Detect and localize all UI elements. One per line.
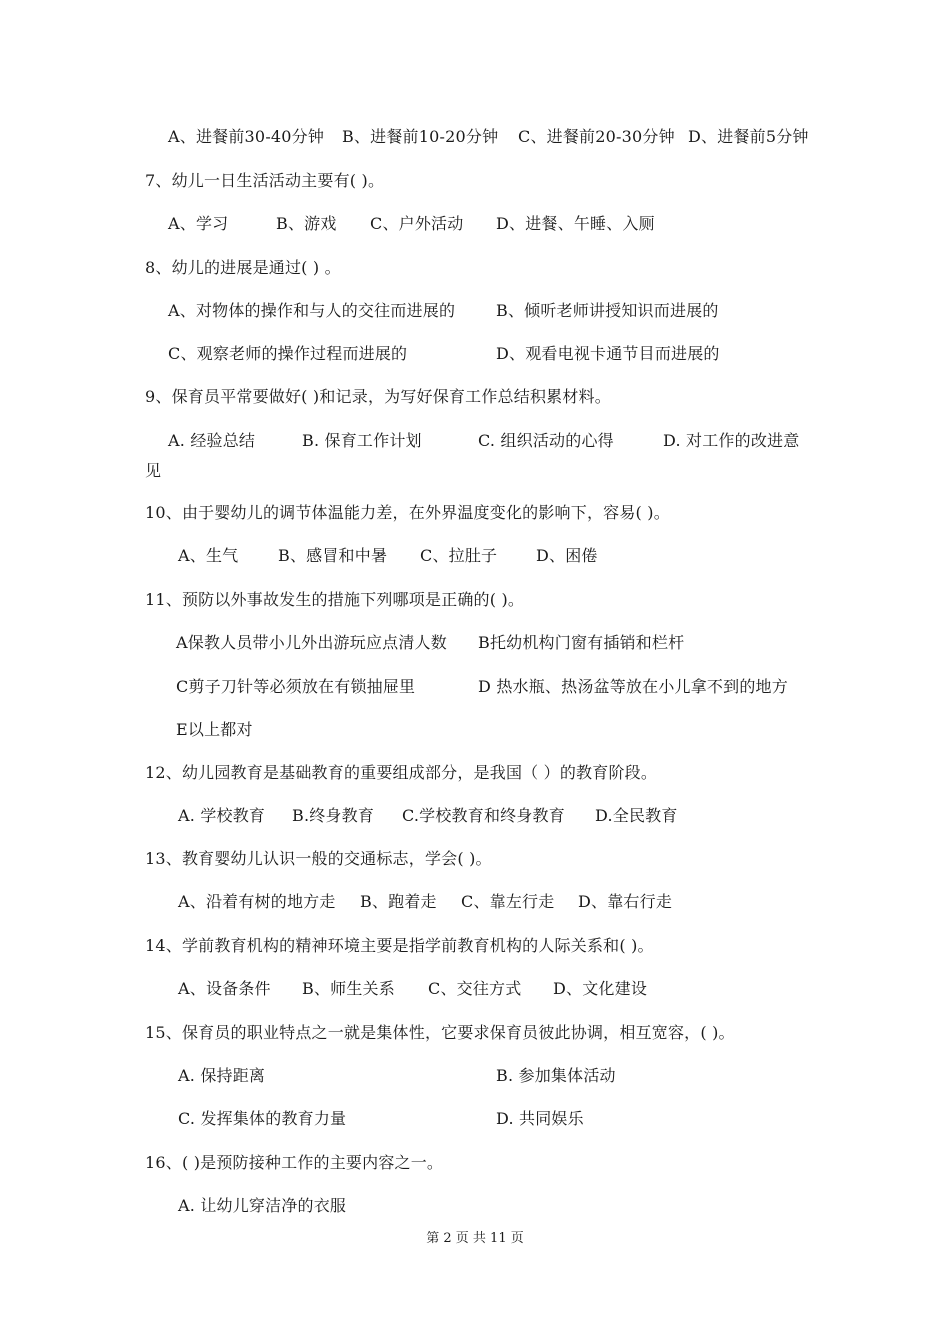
question-8: 8、幼儿的进展是通过( ) 。 <box>145 258 341 277</box>
q14-option-c: C、交往方式 <box>428 979 522 998</box>
question-7: 7、幼儿一日生活活动主要有( )。 <box>145 171 385 190</box>
q13-option-a: A、沿着有树的地方走 <box>178 892 336 911</box>
q11-option-e: E以上都对 <box>176 720 253 739</box>
q10-option-c: C、拉肚子 <box>420 546 498 565</box>
q13-option-c: C、靠左行走 <box>461 892 555 911</box>
question-9: 9、保育员平常要做好( )和记录，为写好保育工作总结积累材料。 <box>145 387 611 406</box>
q8-option-b: B、倾听老师讲授知识而进展的 <box>496 301 719 320</box>
q14-option-a: A、设备条件 <box>178 979 271 998</box>
q10-option-a: A、生气 <box>178 546 239 565</box>
q12-option-b: B.终身教育 <box>292 806 375 825</box>
q15-option-d: D. 共同娱乐 <box>496 1109 584 1128</box>
q7-option-d: D、进餐、午睡、入厕 <box>496 214 655 233</box>
q16-option-a: A. 让幼儿穿洁净的衣服 <box>178 1196 347 1215</box>
q10-option-b: B、感冒和中暑 <box>278 546 388 565</box>
q7-option-c: C、户外活动 <box>370 214 464 233</box>
q6-option-b: B、进餐前10-20分钟 <box>342 127 499 146</box>
q9-option-c: C. 组织活动的心得 <box>478 431 614 450</box>
question-12: 12、幼儿园教育是基础教育的重要组成部分，是我国（ ）的教育阶段。 <box>145 763 658 782</box>
question-15: 15、保育员的职业特点之一就是集体性，它要求保育员彼此协调，相互宽容，( )。 <box>145 1023 735 1042</box>
q15-option-b: B. 参加集体活动 <box>496 1066 616 1085</box>
q9-option-d: D. 对工作的改进意 <box>663 431 800 450</box>
question-13: 13、教育婴幼儿认识一般的交通标志，学会( )。 <box>145 849 492 868</box>
q15-option-c: C. 发挥集体的教育力量 <box>178 1109 347 1128</box>
q12-option-d: D.全民教育 <box>595 806 678 825</box>
question-11: 11、预防以外事故发生的措施下列哪项是正确的( )。 <box>145 590 525 609</box>
q6-option-a: A、进餐前30-40分钟 <box>168 127 325 146</box>
q8-option-d: D、观看电视卡通节目而进展的 <box>496 344 720 363</box>
q9-option-b: B. 保育工作计划 <box>302 431 422 450</box>
q13-option-d: D、靠右行走 <box>578 892 673 911</box>
question-16: 16、( )是预防接种工作的主要内容之一。 <box>145 1153 444 1172</box>
q6-option-d: D、进餐前5分钟 <box>688 127 809 146</box>
q15-option-a: A. 保持距离 <box>178 1066 266 1085</box>
q10-option-d: D、困倦 <box>536 546 598 565</box>
q6-option-c: C、进餐前20-30分钟 <box>518 127 675 146</box>
q13-option-b: B、跑着走 <box>360 892 437 911</box>
q11-option-a: A保教人员带小儿外出游玩应点清人数 <box>176 633 447 652</box>
q8-option-c: C、观察老师的操作过程而进展的 <box>168 344 408 363</box>
question-10: 10、由于婴幼儿的调节体温能力差，在外界温度变化的影响下，容易( )。 <box>145 503 670 522</box>
q8-option-a: A、对物体的操作和与人的交往而进展的 <box>168 301 456 320</box>
q11-option-d: D 热水瓶、热汤盆等放在小儿拿不到的地方 <box>478 677 788 696</box>
page-footer: 第 2 页 共 11 页 <box>426 1231 524 1246</box>
question-14: 14、学前教育机构的精神环境主要是指学前教育机构的人际关系和( )。 <box>145 936 654 955</box>
q14-option-b: B、师生关系 <box>302 979 395 998</box>
q9-option-a: A. 经验总结 <box>168 431 256 450</box>
q12-option-a: A. 学校教育 <box>178 806 266 825</box>
q11-option-b: B托幼机构门窗有插销和栏杆 <box>478 633 685 652</box>
q7-option-b: B、游戏 <box>276 214 337 233</box>
q14-option-d: D、文化建设 <box>553 979 648 998</box>
q12-option-c: C.学校教育和终身教育 <box>402 806 565 825</box>
q9-option-d-wrap: 见 <box>145 461 162 480</box>
q7-option-a: A、学习 <box>168 214 229 233</box>
q11-option-c: C剪子刀针等必须放在有锁抽屉里 <box>176 677 416 696</box>
